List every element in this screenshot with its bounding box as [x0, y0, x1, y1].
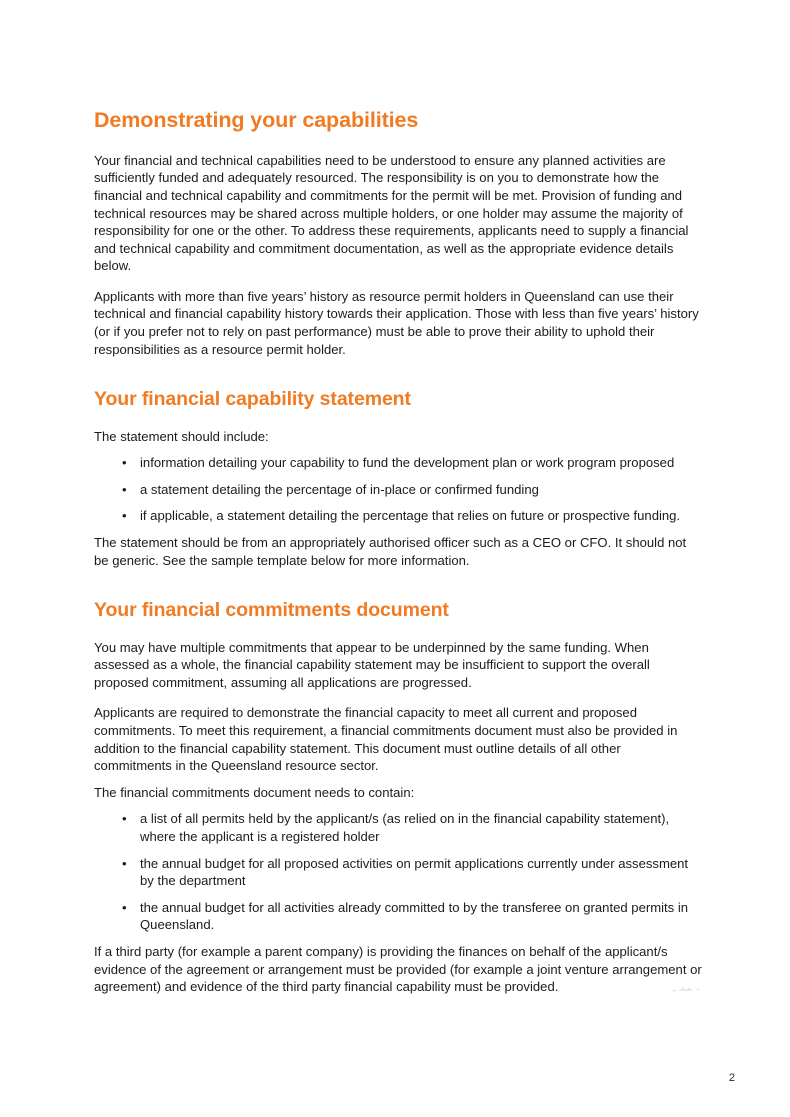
list-item	[94, 481, 702, 499]
bullet-list	[94, 454, 702, 525]
list-intro: The statement should include:	[94, 428, 269, 444]
list-item-text: a statement detailing the percentage of in-place or confirmed funding	[140, 481, 539, 497]
page-title: Demonstrating your capabilities	[94, 108, 419, 132]
section-heading-financial-capability-statement: Your financial capability statement	[94, 388, 411, 411]
list-item	[94, 899, 702, 934]
bullet-icon: •	[122, 811, 127, 827]
bullet-icon: •	[122, 899, 127, 915]
page-content	[94, 108, 702, 1009]
paragraph: Applicants with more than five years’ history as resource permit holders in Queensland can use their technical and financial capability history towards their application. Those with less than five years’ history (or if you prefer not to rely on past performance) must be able to prove their ability to uphold their responsibilities as a resource permit holder.	[94, 288, 699, 357]
section-heading-financial-commitments-document: Your financial commitments document	[94, 599, 449, 622]
paragraph: Applicants are required to demonstrate the financial capacity to meet all current and proposed commitments. To meet this requirement, a financial commitments document must also be provided in addition to the financial capability statement. This document must outline details of all other commitments in the Queensland resource sector.	[94, 705, 678, 774]
list-item	[94, 855, 702, 890]
list-item	[94, 810, 702, 845]
bullet-list	[94, 810, 702, 934]
list-item	[94, 507, 702, 525]
list-intro: The financial commitments document needs to contain:	[94, 784, 415, 800]
list-item-text: the annual budget for all proposed activities on permit applications currently under assessment by the department	[140, 855, 689, 889]
list-item-text: a list of all permits held by the applicant/s (as relied on in the financial capability statement), where the applicant is a registered holder	[140, 811, 670, 844]
list-item-text: information detailing your capability to fund the development plan or work program proposed	[140, 455, 675, 471]
page-number: 2	[728, 1072, 735, 1084]
bullet-icon: •	[122, 508, 127, 524]
paragraph: If a third party (for example a parent company) is providing the finances on behalf of the applicant/s evidence of the agreement or arrangement must be provided (for example a joint venture arrangement or agreement) and evidence of the third party financial capability must be provided.	[94, 943, 702, 995]
list-item	[94, 454, 702, 472]
list-item-text: the annual budget for all activities already committed to by the transferee on granted permits in Queensland.	[140, 899, 689, 933]
bullet-icon: •	[122, 855, 127, 871]
bullet-icon: •	[122, 481, 127, 497]
paragraph: You may have multiple commitments that appear to be underpinned by the same funding. When assessed as a whole, the financial capability statement may be insufficient to support the overall proposed commitment, assuming all applications are progressed.	[94, 639, 650, 690]
paragraph: The statement should be from an appropriately authorised officer such as a CEO or CFO. It should not be generic. See the sample template below for more information.	[94, 535, 687, 568]
list-item-text: if applicable, a statement detailing the percentage that relies on future or prospective funding.	[140, 508, 681, 524]
bullet-icon: •	[122, 455, 127, 471]
paragraph: Your financial and technical capabilities need to be understood to ensure any planned activities are sufficiently funded and adequately resourced. The responsibility is on you to demonstrate how the financial and technical capability and commitments for the permit will be met. Provision of funding and technical resources may be shared across multiple holders, or one holder may assume the majority of responsibility for one or the other. To address these requirements, applicants need to supply a financial and technical capability and commitment documentation, as well as the appropriate evidence details below.	[94, 152, 689, 274]
